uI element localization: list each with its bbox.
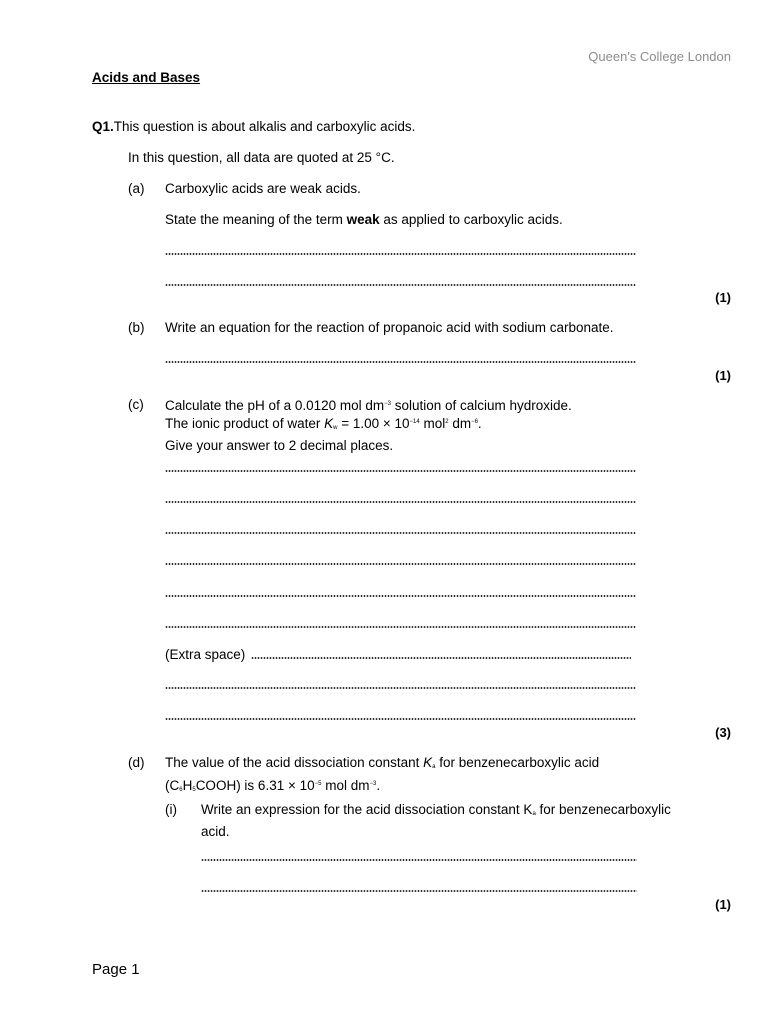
part-c-text: = 1.00 × 10: [337, 416, 410, 431]
answer-line[interactable]: [165, 361, 636, 363]
part-d-text: COOH) is 6.31 × 10: [195, 778, 315, 793]
question-heading: [92, 119, 415, 134]
part-d-text: .: [376, 778, 381, 793]
part-d-text: H: [182, 778, 193, 793]
superscript: −6: [471, 419, 478, 425]
answer-line[interactable]: [165, 253, 636, 255]
part-a-prompt: [165, 212, 563, 227]
answer-line[interactable]: [165, 595, 636, 597]
answer-line[interactable]: [165, 687, 636, 689]
question-intro: This question is about alkalis and carboxylic acids.: [113, 119, 416, 134]
answer-line[interactable]: [165, 501, 636, 503]
part-a-statement: Carboxylic acids are weak acids.: [165, 181, 361, 196]
part-d-text: The value of the acid dissociation constant: [165, 755, 424, 770]
extra-space-label: (Extra space): [165, 647, 246, 662]
part-a-prompt-start: State the meaning of the term: [165, 212, 347, 227]
subscript: a: [432, 764, 436, 770]
part-a-prompt-end: as applied to carboxylic acids.: [379, 212, 563, 227]
superscript: −3: [384, 401, 391, 407]
part-c-line-1: [165, 396, 572, 414]
part-a-marks: (1): [715, 290, 731, 305]
part-a-keyword: weak: [346, 212, 380, 227]
question-number: Q1.: [92, 119, 114, 134]
part-d-line-1: [165, 754, 599, 776]
ka-symbol: K: [423, 755, 433, 770]
part-d-text: mol dm: [321, 778, 370, 793]
part-d-i-prompt: [201, 801, 671, 840]
answer-line[interactable]: [165, 563, 636, 565]
part-d-i-line-1: [201, 801, 671, 823]
part-d-label: (d): [128, 755, 145, 770]
part-b-label: (b): [128, 320, 145, 335]
superscript: 2: [445, 419, 449, 425]
superscript: −3: [369, 781, 377, 787]
part-d-i-line-2: acid.: [201, 824, 230, 839]
part-c-text: mol: [419, 416, 446, 431]
answer-line[interactable]: [165, 470, 636, 472]
page-number: Page 1: [92, 961, 140, 978]
answer-line[interactable]: [165, 284, 636, 286]
part-d-text: (C: [165, 778, 180, 793]
superscript: −5: [314, 781, 322, 787]
part-d-i-text: Write an expression for the acid dissociation constant K: [201, 802, 533, 817]
part-c-label: (c): [128, 397, 144, 412]
part-c-text: Calculate the pH of a 0.0120 mol dm: [165, 398, 385, 413]
data-note: In this question, all data are quoted at 25 °C.: [128, 150, 395, 165]
part-a-label: (a): [128, 181, 145, 196]
part-d-text: for benzenecarboxylic acid: [435, 755, 600, 770]
kw-symbol: K: [324, 416, 334, 431]
answer-line[interactable]: [251, 657, 631, 659]
part-c-text: dm: [448, 416, 472, 431]
subscript: 5: [192, 787, 196, 793]
part-d-i-label: (i): [165, 802, 177, 817]
part-c-text: .: [477, 416, 482, 431]
part-c-line-3: Give your answer to 2 decimal places.: [165, 438, 394, 453]
answer-line[interactable]: [165, 626, 636, 628]
part-c-line-2: [165, 414, 572, 437]
part-c-prompt: [165, 396, 572, 454]
subscript: a: [532, 811, 536, 817]
document-title: Acids and Bases: [92, 70, 201, 85]
answer-line[interactable]: [201, 890, 637, 892]
part-c-text: solution of calcium hydroxide.: [390, 398, 572, 413]
answer-line[interactable]: [165, 718, 636, 720]
answer-line[interactable]: [201, 859, 637, 861]
part-d-prompt: [165, 754, 599, 799]
subscript: w: [333, 425, 338, 431]
document-source: Queen's College London: [588, 49, 731, 64]
part-d-line-2: [165, 776, 599, 799]
part-b-marks: (1): [715, 368, 731, 383]
subscript: 6: [179, 787, 183, 793]
part-c-marks: (3): [715, 725, 731, 740]
answer-line[interactable]: [165, 532, 636, 534]
part-d-i-marks: (1): [715, 897, 731, 912]
part-c-text: The ionic product of water: [165, 416, 325, 431]
part-b-prompt: Write an equation for the reaction of propanoic acid with sodium carbonate.: [165, 320, 614, 335]
part-d-i-text: for benzenecarboxylic: [535, 802, 671, 817]
superscript: −14: [409, 419, 420, 425]
